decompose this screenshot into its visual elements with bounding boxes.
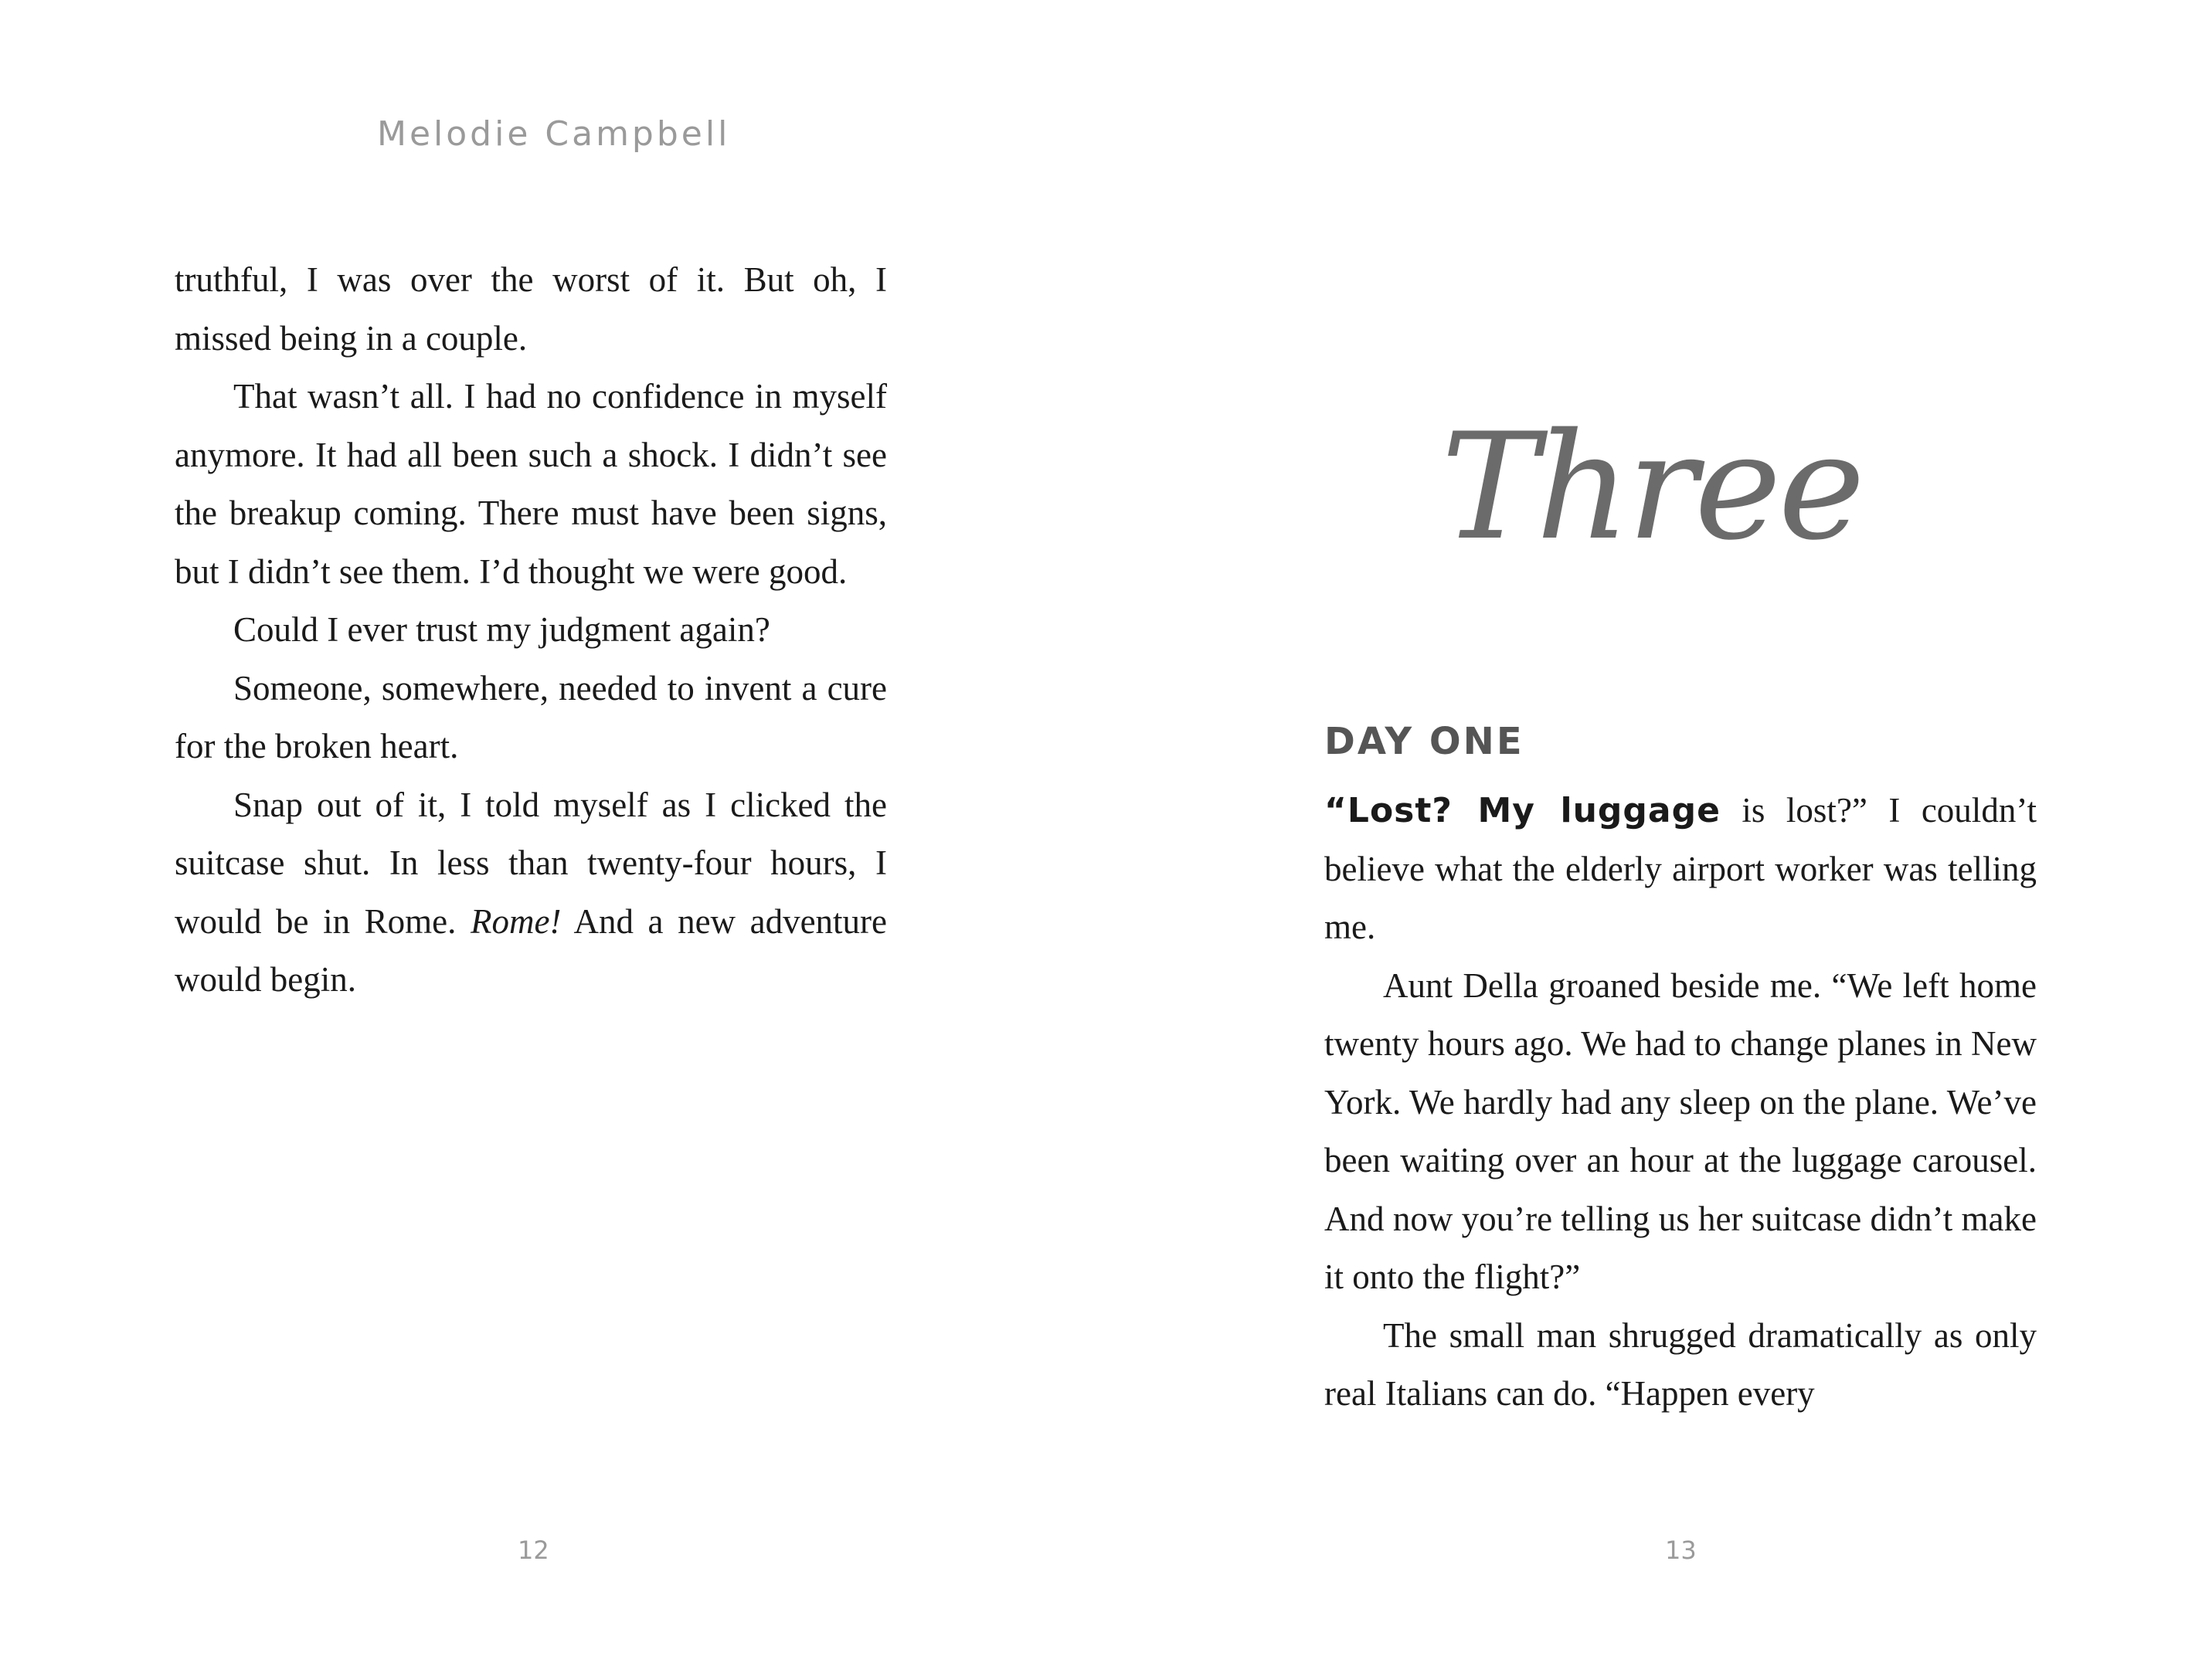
page-number: 13 — [1665, 1536, 1697, 1565]
right-page — [1101, 0, 2202, 1680]
paragraph — [1324, 782, 2037, 957]
paragraph: That wasn’t all. I had no confidence in myself anymore. It had all been such a shock. I didn’t see the breakup coming. There must have been signs, but I didn’t see them. I’d thought we were good. — [175, 377, 887, 591]
paragraph-text: is lost?” I couldn’t believe what the elderly airport worker was telling me. — [1324, 791, 2037, 946]
paragraph — [175, 776, 887, 1010]
paragraph: truthful, I was over the worst of it. But oh, I missed being in a couple. — [175, 260, 887, 358]
bold-lead-in: “Lost? My luggage — [1324, 791, 1721, 830]
left-body-text — [175, 251, 887, 1010]
right-body-text — [1324, 782, 2037, 1424]
running-head-author: Melodie Campbell — [377, 114, 731, 154]
paragraph-text: Snap out of it, I told myself as I clicked the suitcase shut. In less than twenty-four hours, I would be in Rome. — [175, 785, 887, 941]
section-heading: DAY ONE — [1324, 720, 1524, 763]
chapter-title: Three — [1441, 402, 1862, 572]
paragraph: Could I ever trust my judgment again? — [233, 610, 770, 649]
italic-emphasis: Rome! — [470, 901, 562, 941]
paragraph: Aunt Della groaned beside me. “We left home twenty hours ago. We had to change planes in New York. We hardly had any sleep on the plane. We’ve been waiting over an hour at the luggage carousel. And now you’re telling us her suitcase didn’t make it onto the flight?” — [1324, 966, 2037, 1296]
paragraph: The small man shrugged dramatically as only real Italians can do. “Happen every — [1324, 1315, 2037, 1413]
paragraph-text: And a new adventure would begin. — [175, 901, 887, 999]
paragraph: Someone, somewhere, needed to invent a cure for the broken heart. — [175, 668, 887, 765]
page-number: 12 — [518, 1536, 549, 1565]
